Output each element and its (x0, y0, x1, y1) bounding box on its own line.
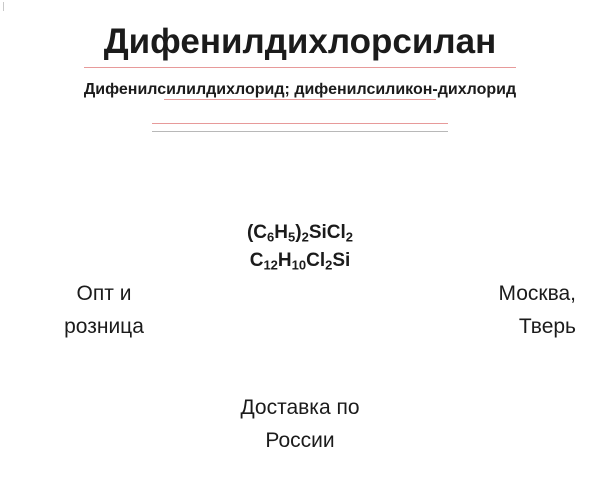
subtitle-line-2-grammar-underline (152, 131, 448, 132)
subtitle-line-2-spellcheck-underline (152, 123, 448, 124)
page-corner-mark (3, 2, 4, 11)
left-text-line-2: розница (64, 314, 144, 338)
page-title: Дифенилдихлорсилан (103, 22, 497, 61)
bottom-text-line-1: Доставка по (240, 396, 360, 419)
right-text-block (406, 278, 576, 343)
right-text-line-1: Москва, (498, 282, 576, 305)
chemical-formula-block (0, 219, 600, 276)
formula-2-rendered: $C_{12}H_{10}Cl_2Si$ (249, 250, 351, 274)
chemical-formula-line-2 (0, 247, 600, 275)
subtitle-line-2: дифенилсиликон-дихлорид (294, 81, 517, 98)
right-text-line-2: Тверь (518, 314, 576, 338)
left-text-line-1: Опт и (76, 282, 132, 305)
bottom-text-line-2: России (265, 428, 335, 452)
bottom-text-block (0, 392, 600, 457)
subtitle-line-1-spellcheck-underline (164, 99, 436, 100)
subtitle-line-1: Дифенилсилилдихлорид; (83, 81, 290, 98)
title-spellcheck-underline (84, 67, 516, 68)
formula-1-rendered: $(C_6H_5)_2SiCl_2$ (246, 222, 353, 245)
left-text-block (24, 278, 184, 343)
subtitle-block (0, 78, 600, 101)
chemical-formula-line-1 (0, 219, 600, 247)
